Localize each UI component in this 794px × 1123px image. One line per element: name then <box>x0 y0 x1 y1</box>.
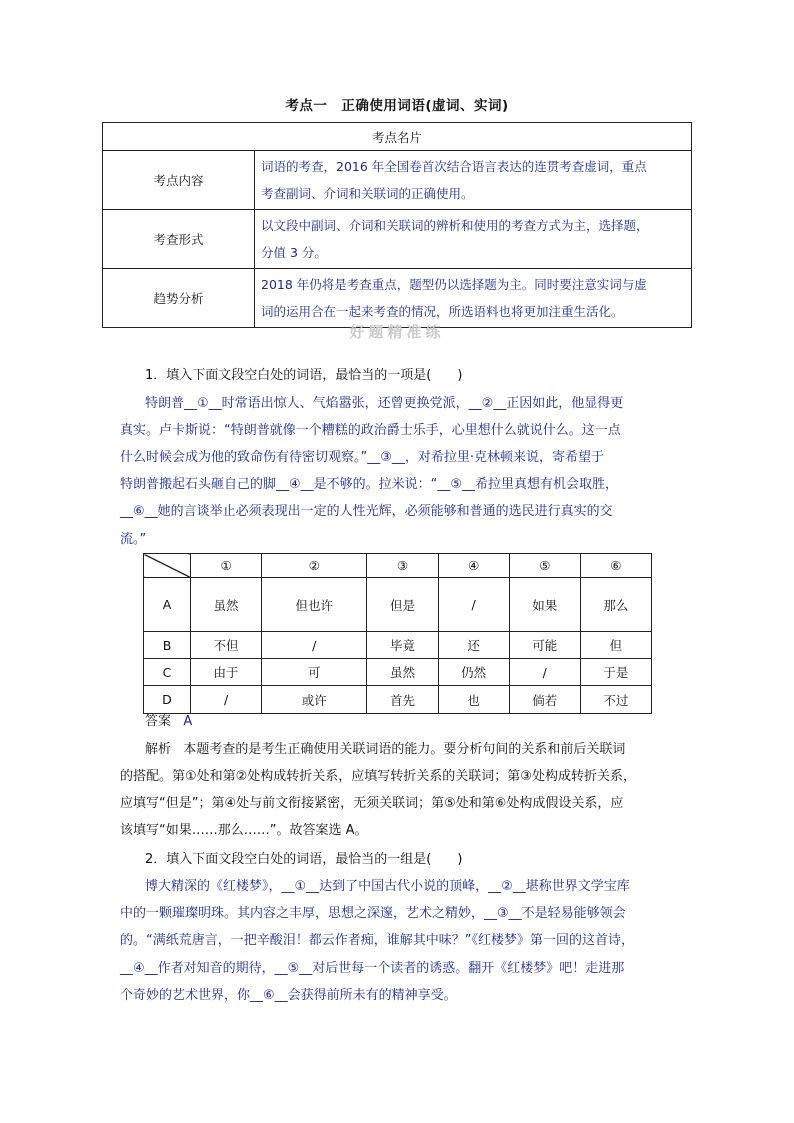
card-line: 词语的考查，2016 年全国卷首次结合语言表达的连贯考查虚词，重点 <box>261 159 647 174</box>
answer-label: 答案 <box>145 714 172 729</box>
blank-header: ④ <box>438 554 509 578</box>
q2-passage-line: 中的一颗璀璨明珠。其内容之丰厚，思想之深邃，艺术之精妙，__③__不是轻易能够领会 <box>120 906 626 921</box>
option-cell: 仍然 <box>438 659 509 686</box>
q2-passage-line: 个奇妙的艺术世界，你__⑥__会获得前所未有的精神享受。 <box>120 988 457 1003</box>
card-line: 2018 年仍将是考查重点，题型仍以选择题为主。同时要注意实词与虚 <box>261 277 647 292</box>
option-cell: 毕竟 <box>367 632 438 659</box>
blank-header: ⑥ <box>580 554 651 578</box>
option-cell: / <box>438 578 509 632</box>
card-line: 词的运用合在一起来考查的情况，所选语料也将更加注重生活化。 <box>261 304 624 319</box>
section-title: 考点一 正确使用词语(虚词、实词) <box>285 98 509 114</box>
blank-header: ③ <box>367 554 438 578</box>
table-corner <box>144 554 191 578</box>
option-cell: 也 <box>438 686 509 714</box>
option-cell: 可 <box>262 659 367 686</box>
q1-answer <box>145 710 680 729</box>
option-cell: 由于 <box>191 659 262 686</box>
option-cell: 不但 <box>191 632 262 659</box>
option-row <box>144 659 652 686</box>
card-row-label: 考查形式 <box>103 210 255 269</box>
blank-header: ① <box>191 554 262 578</box>
q1-options-table <box>143 553 652 714</box>
option-cell: 可能 <box>509 632 580 659</box>
q2-passage-line: 的。“满纸荒唐言，一把辛酸泪！都云作者痴，谁解其中味？”《红楼梦》第一回的这首诗， <box>120 933 634 948</box>
q1-analysis-line <box>145 738 680 757</box>
q1-passage-line: 流。” <box>120 532 147 547</box>
q2-passage-line: __④__作者对知音的期待，__⑤__对后世每一个读者的诱惑。翻开《红楼梦》吧！走进那 <box>120 961 625 976</box>
card-row <box>103 151 692 210</box>
q1-passage-line: 特朗普搬起石头砸自己的脚__④__是不够的。拉米说：“__⑤__希拉里真想有机会取胜， <box>120 477 619 492</box>
option-cell: / <box>262 632 367 659</box>
card-line: 考查副词、介词和关联词的正确使用。 <box>261 186 474 201</box>
card-row <box>103 269 692 328</box>
option-cell: 不过 <box>580 686 651 714</box>
option-letter: C <box>144 659 191 686</box>
card-header: 考点名片 <box>103 123 692 151</box>
option-cell: 但 <box>580 632 651 659</box>
option-letter: D <box>144 686 191 714</box>
option-row <box>144 632 652 659</box>
option-cell: 还 <box>438 632 509 659</box>
option-cell: 虽然 <box>191 578 262 632</box>
answer-value: A <box>183 714 193 729</box>
card-row <box>103 210 692 269</box>
analysis-label: 解析 <box>145 742 172 757</box>
card-row-content <box>255 151 692 210</box>
q1-stem: 1．填入下面文段空白处的词语，最恰当的一项是( ) <box>145 368 463 383</box>
option-cell: / <box>509 659 580 686</box>
q1-passage-line: 真实。卢卡斯说：“特朗普就像一个糟糕的政治爵士乐手，心里想什么就说什么。这一点 <box>120 423 621 438</box>
option-cell: 于是 <box>580 659 651 686</box>
option-cell: 或许 <box>262 686 367 714</box>
blank-header: ② <box>262 554 367 578</box>
option-cell: 首先 <box>367 686 438 714</box>
option-cell: 如果 <box>509 578 580 632</box>
practice-heading: 好题精准练 <box>349 323 445 341</box>
card-row-label: 考点内容 <box>103 151 255 210</box>
option-cell: 虽然 <box>367 659 438 686</box>
q2-stem: 2．填入下面文段空白处的词语，最恰当的一组是( ) <box>145 852 463 867</box>
analysis-text: 本题考查的是考生正确使用关联词语的能力。要分析句间的关系和前后关联词 <box>183 742 626 757</box>
blank-header: ⑤ <box>509 554 580 578</box>
card-row-label: 趋势分析 <box>103 269 255 328</box>
exam-point-card <box>102 122 692 328</box>
q1-analysis-line: 的搭配。第①处和第②处构成转折关系，应填写转折关系的关联词；第③处构成转折关系， <box>120 769 636 784</box>
q1-passage-line: 特朗普__①__时常语出惊人、气焰嚣张，还曾更换党派，__②__正因如此，他显得更 <box>145 396 624 411</box>
q1-passage-line: __⑥__她的言谈举止必须表现出一定的人性光辉，必须能够和普通的选民进行真实的交 <box>120 504 613 519</box>
card-line: 以文段中副词、介词和关联词的辨析和使用的考查方式为主，选择题， <box>261 218 649 233</box>
card-row-content <box>255 269 692 328</box>
option-cell: 但也许 <box>262 578 367 632</box>
option-cell: 但是 <box>367 578 438 632</box>
option-cell: 那么 <box>580 578 651 632</box>
card-row-content <box>255 210 692 269</box>
q1-passage-line: 什么时候会成为他的致命伤有待密切观察。”__③__，对希拉里·克林顿来说，寄希望于 <box>120 450 605 465</box>
option-letter: A <box>144 578 191 632</box>
option-cell: 倘若 <box>509 686 580 714</box>
q2-passage-line: 博大精深的《红楼梦》，__①__达到了中国古代小说的顶峰，__②__堪称世界文学宝库 <box>145 879 630 894</box>
option-row <box>144 578 652 632</box>
card-line: 分值 3 分。 <box>261 245 327 260</box>
option-letter: B <box>144 632 191 659</box>
q1-analysis-line: 该填写“如果……那么……”。故答案选 A。 <box>120 823 368 838</box>
option-cell: / <box>191 686 262 714</box>
q1-analysis-line: 应填写“但是”；第④处与前文衔接紧密，无须关联词；第⑤处和第⑥处构成假设关系，应 <box>120 796 624 811</box>
